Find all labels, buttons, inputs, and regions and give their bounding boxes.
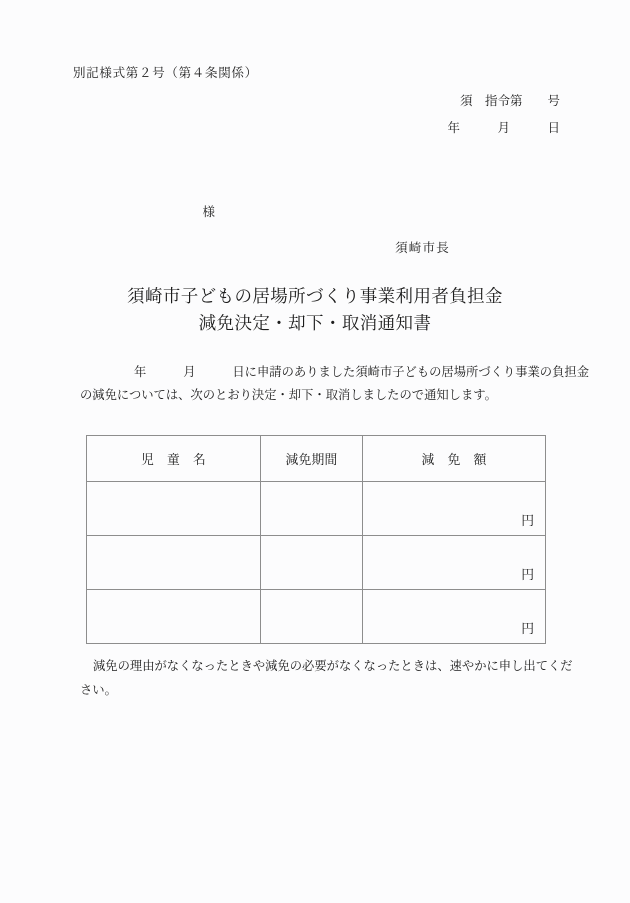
cell-child-name[interactable] [87,536,261,590]
closing-paragraph-line-1 [80,654,573,678]
closing-paragraph-line-1-text: 減免の理由がなくなったときや減免の必要がなくなったときは、速やかに申し出てくだ [93,659,573,673]
closing-paragraph-line-2: さい。 [80,683,117,697]
cell-reduction-period[interactable] [261,536,363,590]
table-row [87,536,546,590]
cell-reduction-amount[interactable]: 円 [363,536,546,590]
body-paragraph-line-1 [80,361,589,384]
table-row [87,482,546,536]
column-header-reduction-period: 減免期間 [261,436,363,482]
document-meta-block [360,88,578,142]
cell-child-name[interactable] [87,590,261,644]
addressee-honorific: 様 [202,205,216,219]
page-title [0,283,630,337]
column-header-reduction-amount: 減 免 額 [363,436,546,482]
table-row [87,590,546,644]
issuer-name: 須崎市長 [395,241,450,255]
cell-reduction-amount[interactable]: 円 [363,590,546,644]
document-number: 須 指令第 号 [459,94,560,108]
cell-reduction-period[interactable] [261,482,363,536]
cell-reduction-period[interactable] [261,590,363,644]
form-number: 別記様式第２号（第４条関係） [73,66,258,80]
column-header-child-name: 児 童 名 [87,436,261,482]
body-paragraph [80,361,589,407]
document-date: 年 月 日 [447,121,560,135]
table-header [87,436,546,482]
table-header-row [87,436,546,482]
body-paragraph-line-1-text: 年 月 日に申請のありました須崎市子どもの居場所づくり事業の負担金 [134,365,589,379]
table-body [87,482,546,644]
cell-child-name[interactable] [87,482,261,536]
addressee-line [120,187,215,235]
cell-reduction-amount[interactable]: 円 [363,482,546,536]
page-title-line-2: 減免決定・却下・取消通知書 [198,313,432,333]
page-title-line-1: 須崎市子どもの居場所づくり事業利用者負担金 [127,286,503,306]
reduction-table [86,435,546,644]
body-paragraph-line-2: の減免については、次のとおり決定・却下・取消しましたので通知します。 [80,388,497,402]
closing-paragraph [80,654,573,702]
